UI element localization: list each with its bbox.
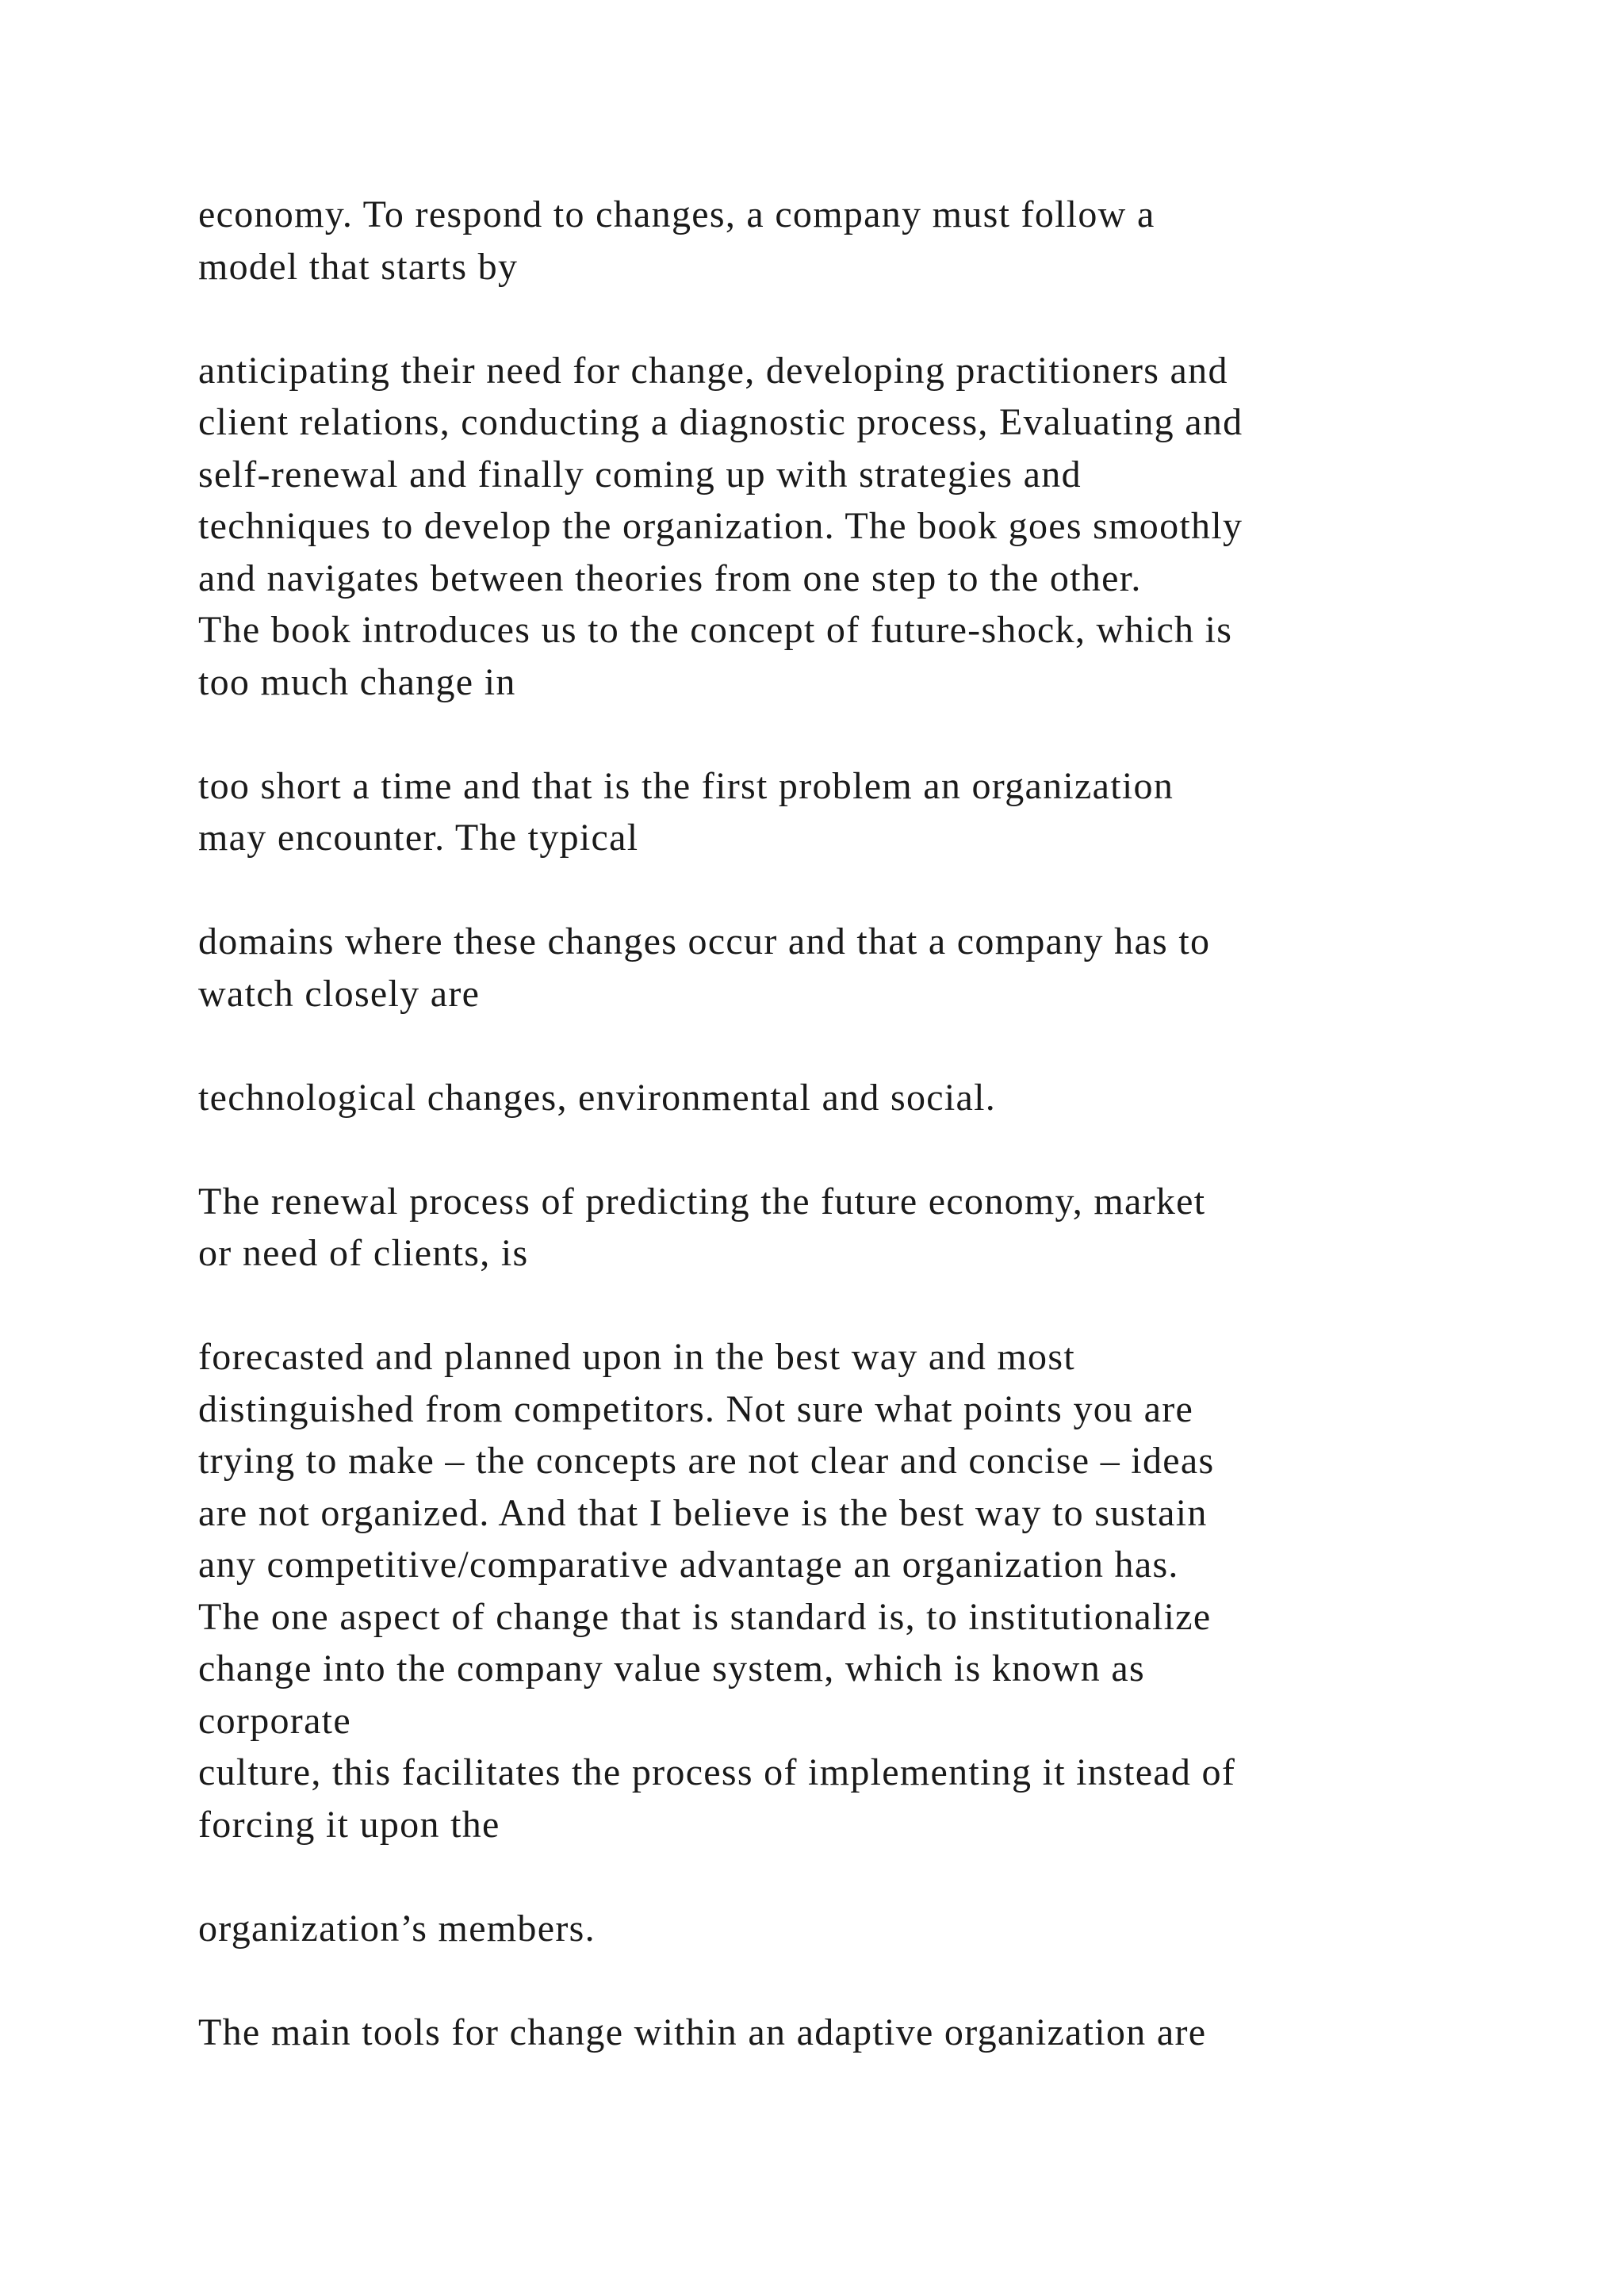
text-line: or need of clients, is <box>198 1232 529 1274</box>
text-line: economy. To respond to changes, a company must follow a <box>198 193 1155 235</box>
text-line: any competitive/comparative advantage an organization has. <box>198 1544 1179 1586</box>
blank-line <box>198 708 1499 760</box>
text-line: organization’s members. <box>198 1907 596 1950</box>
text-line: anticipating their need for change, developing practitioners and <box>198 349 1228 392</box>
text-line: culture, this facilitates the process of implementing it instead of <box>198 1751 1236 1793</box>
text-line: techniques to develop the organization. The book goes smoothly <box>198 505 1243 547</box>
text-line: distinguished from competitors. Not sure what points you are <box>198 1387 1194 1430</box>
text-line: are not organized. And that I believe is the best way to sustain <box>198 1491 1208 1534</box>
text-line: may encounter. The typical <box>198 817 639 859</box>
blank-line <box>198 1280 1499 1332</box>
text-line: too short a time and that is the first problem an organization <box>198 764 1174 807</box>
text-line: The main tools for change within an adaptive organization are <box>198 2011 1207 2053</box>
blank-line <box>198 864 1499 916</box>
text-line: and navigates between theories from one step to the other. <box>198 557 1142 599</box>
text-line: The one aspect of change that is standard is, to institutionalize <box>198 1595 1212 1638</box>
text-line: watch closely are <box>198 972 481 1015</box>
text-line: technological changes, environmental and social. <box>198 1076 997 1119</box>
text-line: trying to make – the concepts are not clear and concise – ideas <box>198 1440 1215 1482</box>
blank-line <box>198 1020 1499 1072</box>
blank-line <box>198 1123 1499 1176</box>
text-line: The renewal process of predicting the future economy, market <box>198 1180 1206 1223</box>
text-line: forcing it upon the <box>198 1803 500 1846</box>
text-line: client relations, conducting a diagnostic process, Evaluating and <box>198 401 1243 443</box>
text-line: change into the company value system, which is known as <box>198 1647 1145 1689</box>
blank-line <box>198 1954 1499 2007</box>
text-line: The book introduces us to the concept of future-shock, which is <box>198 609 1233 651</box>
text-line: forecasted and planned upon in the best way and most <box>198 1336 1075 1378</box>
text-line: domains where these changes occur and that a company has to <box>198 920 1211 962</box>
body-text <box>198 189 1499 2058</box>
text-line: self-renewal and finally coming up with strategies and <box>198 453 1082 496</box>
text-line: too much change in <box>198 660 516 703</box>
blank-line <box>198 293 1499 345</box>
text-line: model that starts by <box>198 245 519 288</box>
text-line: corporate <box>198 1699 351 1742</box>
blank-line <box>198 1850 1499 1903</box>
